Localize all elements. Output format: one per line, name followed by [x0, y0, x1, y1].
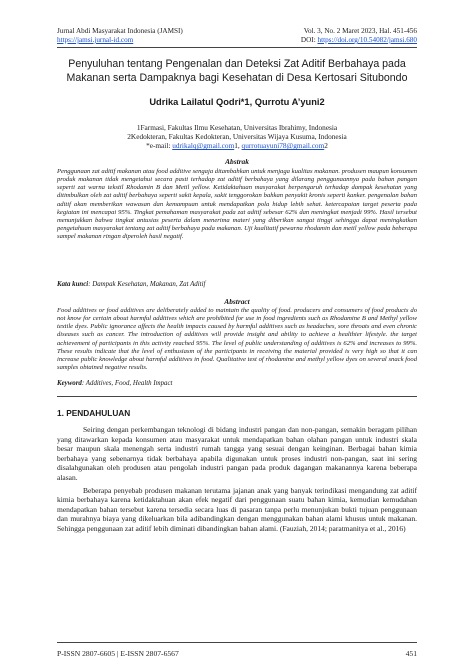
doi-line	[301, 36, 417, 45]
title-line-1: Penyuluhan tentang Pengenalan dan Deteksi Zat Aditif Berbahaya pada	[68, 58, 406, 70]
abstract-text: Food additives or food additives are deliberately added to maintain the quality of food. producers and consumers of food products do not know for certain about harmful additives which are prohibited for use in food ingredients such as Rhodamine B and Methyl yellow textile dyes. Public ignorance affects the health impacts caused by harmful additives such as headaches, sore throats and even chronic diseases such as cancer. The introduction of additives will provide insight and ability to achieve a healthier lifestyle. the target achievement of participants in this activity reached 95%. The level of public understanding of additives is 62% and increases to 99%. These results indicate that the level of enthusiasm of the participants in receiving the material provided is very high so that it can increase public knowledge about harmful additives in food. Qualitative test of rhodamine and methyl yellow dyes on several snack food samples obtained negative results.	[57, 307, 417, 372]
email-end: 2	[324, 141, 328, 151]
affiliation-2: 2Kedokteran, Fakultas Kedokteran, Universitas Wijaya Kusuma, Indonesia	[127, 132, 347, 142]
kata-kunci-label: Kata kunci	[57, 281, 89, 288]
page-number: 451	[405, 649, 417, 658]
abstract-heading: Abstract	[224, 297, 250, 306]
affiliation-1: 1Farmasi, Fakultas Ilmu Kesehatan, Universitas Ibrahimy, Indonesia	[136, 123, 338, 132]
authors: Udrika Lailatul Qodri*1, Qurrotu A’yuni2	[149, 97, 325, 107]
paragraph-1: Seiring dengan perkembangan teknologi di bidang industri pangan dan non-pangan, semakin beragam pilihan yang ditawarkan kepada konsumen atau masyarakat untuk mendapatkan bahan olahan pangan untuk industri skala besar maupun skala menengah serta industri rumah tangga yang sesuai dengan keinginan. Berbagai bahan kimia berbahaya yang sebenarnya tidak berbahaya apabila digunakan untuk proses industri non-pangan, saat ini sering disalahgunakan oleh produsen atau pengolah industri pangan pada produk dagangan makanannya karena beberapa alasan.	[57, 425, 417, 482]
doi-label: DOI:	[300, 36, 318, 44]
section-heading: 1. PENDAHULUAN	[57, 408, 131, 418]
paragraph-2: Beberapa penyebab produsen makanan terutama jajanan anak yang banyak terindikasi mengandung zat aditif kimia berbahaya karena ketidaktahuan akan efek negatif dari penggunaan suatu bahan kimia, kemudian kemudahan mendapatkan bahan tersebut karena tersedia secara luas di pasaran tanpa perlu menunjukan bukti tujuan penggunaan dan murahnya biaya yang dikeluarkan bila adibandingkan dengan menggunakan bahan alami khusus untuk makanan. Sehingga penggunaan zat aditif lebih diminati dibandingkan bahan alami. (Fauziah, 2014; paratmanitya et al., 2016)	[57, 485, 417, 533]
footer-rule	[57, 642, 417, 643]
intro-body	[57, 425, 417, 534]
email-link-2[interactable]: qurrotuayuni78@gmail.com	[241, 141, 325, 151]
abstract-rule	[57, 396, 417, 397]
kata-kunci	[57, 281, 417, 288]
header-rule	[57, 47, 417, 48]
title-line-2: Makanan serta Dampaknya bagi Kesehatan di Desa Kertosari Situbondo	[66, 71, 408, 84]
abstrak-text: Penggunaan zat aditif makanan atau food additive sengaja ditambahkan untuk menjaga kualitas makanan. produsen maupun konsumen produk makanan tidak mengetahui secara pasti terhadap zat aditif berbahaya yang dilarang penggunaannya pada bahan pangan seperti zat warna tekstil Rhodamin B dan Metil yellow. Ketidaktahuan masyarakat berpengaruh terhadap dampak kesehatan yang ditimbulkan oleh zat aditif berbahaya seperti sakit kepala, sakit tenggorokan bahkan penyakit kronis seperti kanker. pengenalan bahan aditif akan memberikan wawasan dan kemampuan untuk mendapatkan pola hidup lebih sehat. ketercapaian target peserta pada kegiatan ini mencapai 95%. Tingkat pemahaman masyarakat pada zat aditif sebesar 62% dan meningkat menjadi 99%. Hasil tersebut menunjukkan bahwa tingkat antusias peserta dalam menerima materi yang diberikan sangat tinggi sehingga dapat meningkatkan pengetahuan masyarakat tentang zat aditif berbahaya pada makanan. Uji kualitatif pewarna rhodamin dan metil yellow pada beberapa sampel makanan ringan diperoleh hasil negatif.	[57, 168, 417, 241]
email-label: *e-mail:	[146, 141, 173, 151]
issn: P-ISSN 2807-6605 | E-ISSN 2807-6567	[57, 649, 179, 658]
abstrak-heading: Abstrak	[225, 157, 249, 166]
email-link-1[interactable]: udrikalq@gmail.com	[172, 141, 235, 151]
keyword-values: : Additives, Food, Health Impact	[81, 380, 173, 387]
keyword-label: Keyword	[57, 380, 82, 387]
kata-kunci-values: : Dampak Kesehatan, Makanan, Zat Aditif	[88, 281, 206, 288]
keyword	[57, 380, 417, 387]
journal-name: Jurnal Abdi Masyarakat Indonesia (JAMSI)	[57, 27, 183, 35]
paper-title	[40, 58, 434, 85]
doi-link[interactable]: https://doi.org/10.54082/jamsi.680	[317, 36, 417, 44]
volume-info: Vol. 3, No. 2 Maret 2023, Hal. 451-456	[303, 27, 417, 35]
journal-url-link[interactable]: https://jamsi.jurnal-id.com	[57, 36, 134, 44]
email-sep: 1,	[234, 141, 242, 151]
affiliations	[40, 123, 434, 150]
email-line	[40, 141, 434, 150]
